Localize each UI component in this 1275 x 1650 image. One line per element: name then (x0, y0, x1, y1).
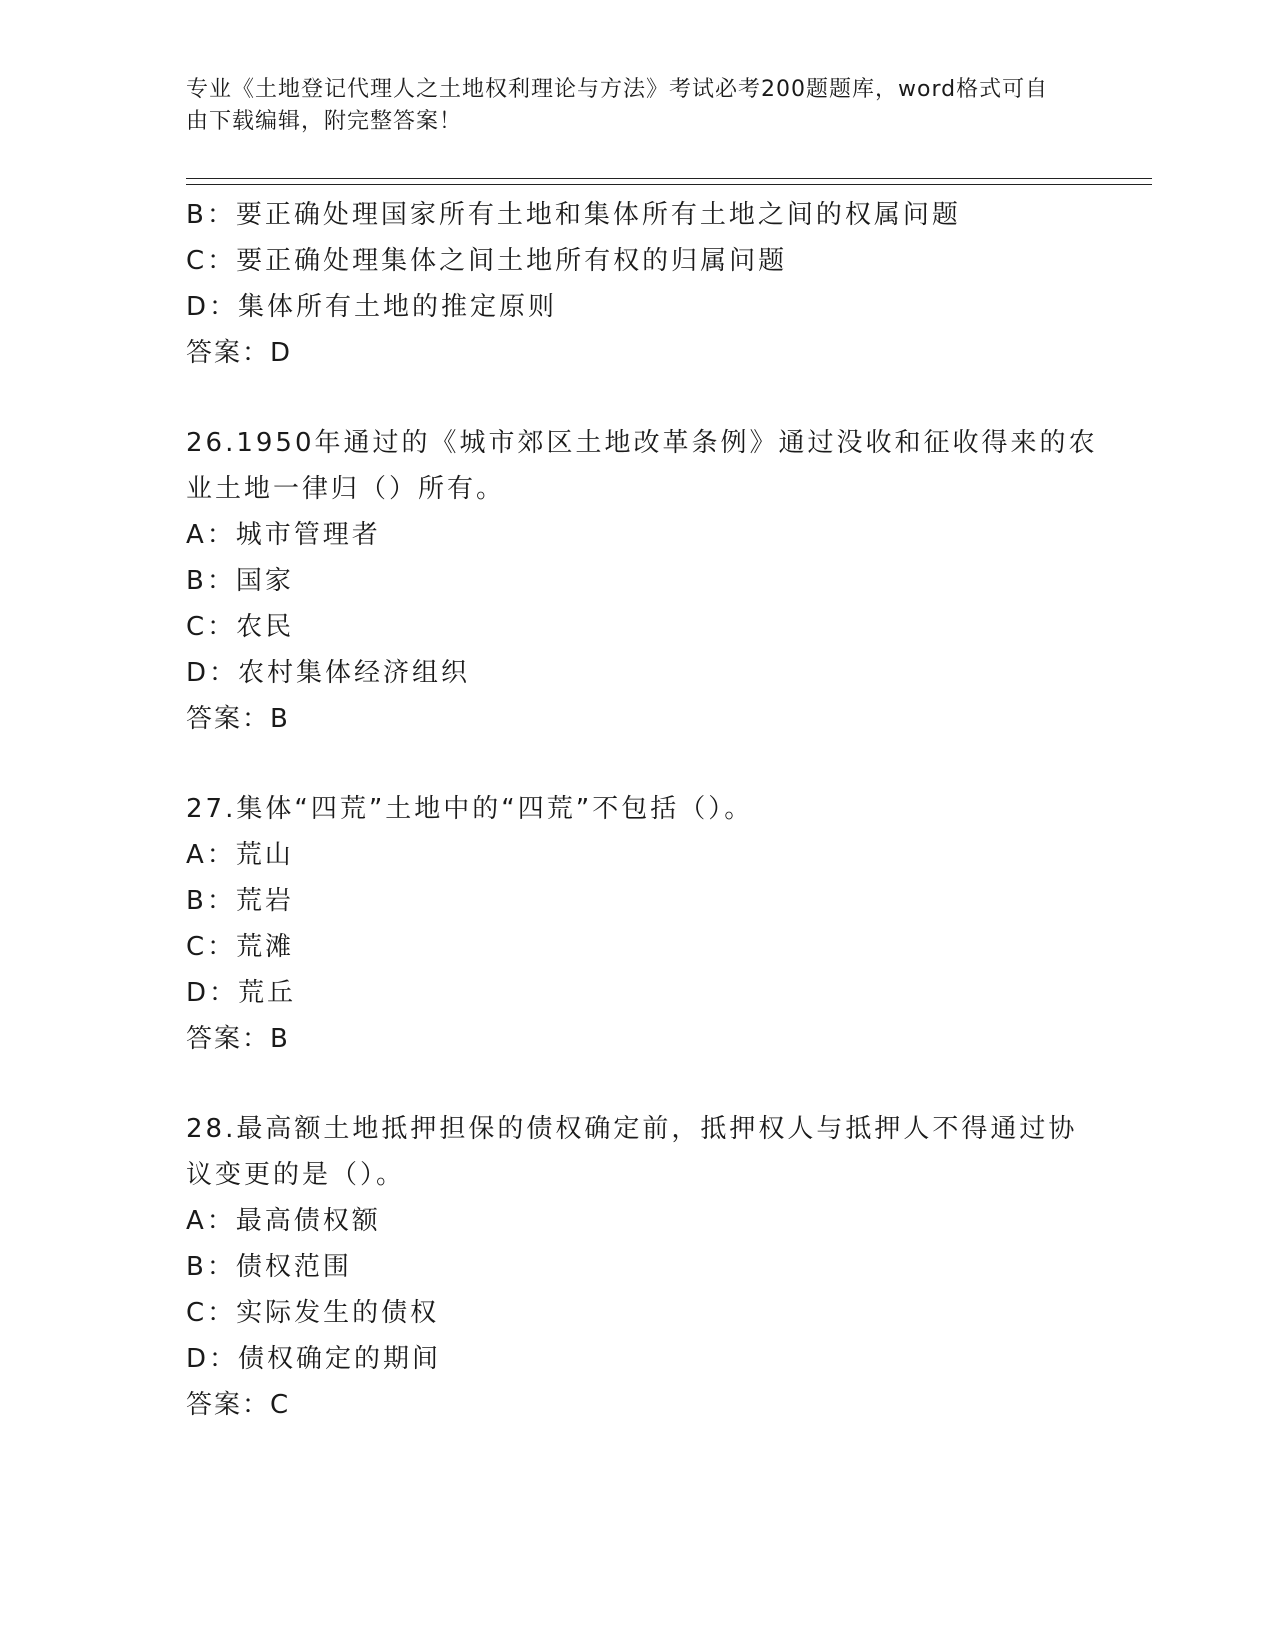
answer-line: 答案：D (186, 338, 293, 368)
option-d: D：集体所有土地的推定原则 (186, 292, 558, 322)
answer-line: 答案：B (186, 704, 290, 734)
question-stem: 28.最高额土地抵押担保的债权确定前，抵押权人与抵押人不得通过协 (186, 1114, 1078, 1144)
document-header: 专业《土地登记代理人之土地权利理论与方法》考试必考200题题库，word格式可自由下载编辑，附完整答案！ (186, 77, 1049, 134)
header-divider-top (186, 178, 1152, 179)
header-divider-bottom (186, 184, 1152, 185)
question-block-26 (186, 420, 1106, 742)
answer-line: 答案：C (186, 1390, 291, 1420)
question-stem: 26.1950年通过的《城市郊区土地改革条例》通过没收和征收得来的农 (186, 428, 1098, 458)
option-d: D：债权确定的期间 (186, 1344, 442, 1374)
question-block-28 (186, 1106, 1106, 1428)
question-list (186, 192, 1106, 1428)
option-a: A：荒山 (186, 840, 294, 870)
option-c: C：荒滩 (186, 932, 295, 962)
option-c: C：实际发生的债权 (186, 1298, 440, 1328)
question-block-27 (186, 786, 1106, 1062)
option-d: D：荒丘 (186, 978, 297, 1008)
option-b: B：要正确处理国家所有土地和集体所有土地之间的权属问题 (186, 200, 961, 230)
question-stem-continued: 业土地一律归（）所有。 (186, 474, 506, 504)
option-d: D：农村集体经济组织 (186, 658, 471, 688)
question-block-25 (186, 192, 1106, 376)
option-a: A：最高债权额 (186, 1206, 381, 1236)
option-b: B：债权范围 (186, 1252, 352, 1282)
question-stem: 27.集体“四荒”土地中的“四荒”不包括（）。 (186, 794, 754, 824)
option-c: C：要正确处理集体之间土地所有权的归属问题 (186, 246, 788, 276)
option-a: A：城市管理者 (186, 520, 381, 550)
option-b: B：荒岩 (186, 886, 294, 916)
option-b: B：国家 (186, 566, 294, 596)
answer-line: 答案：B (186, 1024, 290, 1054)
question-stem-continued: 议变更的是（）。 (186, 1160, 406, 1190)
option-c: C：农民 (186, 612, 295, 642)
